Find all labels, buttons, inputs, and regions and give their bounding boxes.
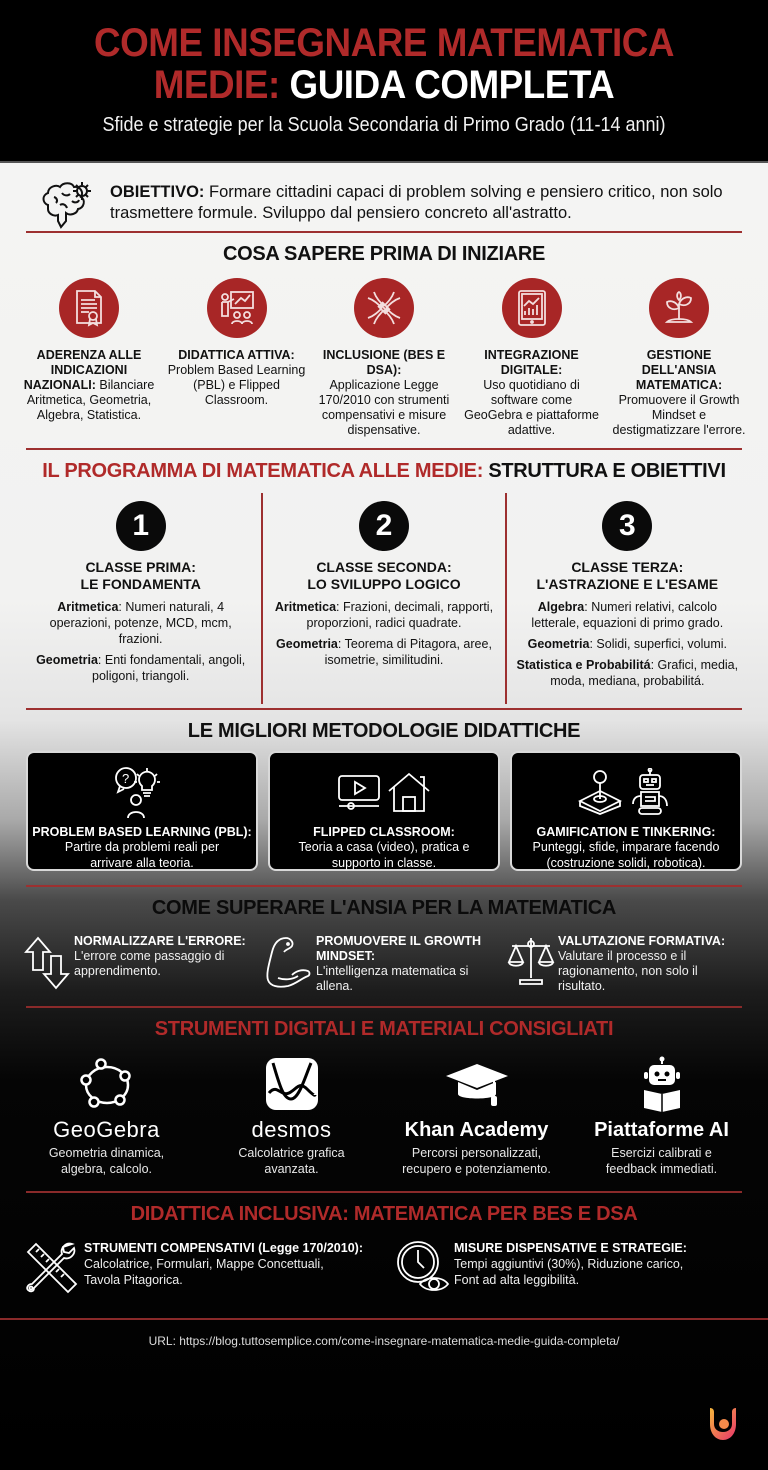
- prerequisite-item: DIDATTICA ATTIVA: Problem Based Learning (PBL) e Flipped Classroom.: [166, 278, 308, 438]
- desmos-logo-icon: [207, 1055, 377, 1113]
- robot-book-icon: [577, 1055, 747, 1113]
- class-title: CLASSE PRIMA: LE FONDAMENTA: [80, 559, 201, 592]
- tools-list: [0, 1049, 768, 1177]
- tool-item: Piattaforme AI Esercizi calibrati e feedback immediati.: [577, 1055, 747, 1177]
- method-card: GAMIFICATION E TINKERING: Punteggi, sfide, imparare facendo (costruzione solidi, robotica).: [510, 751, 742, 871]
- page-title: COME INSEGNARE MATEMATICA MEDIE: GUIDA COMPLETA: [93, 21, 675, 107]
- tablet-chart-icon: [502, 278, 562, 338]
- prerequisites-list: [0, 274, 768, 438]
- methods-cards: [0, 751, 768, 871]
- prerequisite-item: INTEGRAZIONE DIGITALE: Uso quotidiano di software come GeoGebra e piattaforme adattive.: [461, 278, 603, 438]
- class-number-badge: 3: [602, 501, 652, 551]
- prerequisite-item: GESTIONE DELL'ANSIA MATEMATICA: Promuovere il Growth Mindset e destigmatizzare l'errore.: [608, 278, 750, 438]
- prerequisite-item: ADERENZA ALLE INDICAZIONI NAZIONALI: Bilanciare Aritmetica, Geometria, Algebra, Statistica.: [18, 278, 160, 438]
- clock-eye-icon: [394, 1240, 454, 1296]
- anxiety-tips: [0, 928, 768, 994]
- tool-item: Khan Academy Percorsi personalizzati, recupero e potenziamento.: [392, 1055, 562, 1177]
- subtitle: Sfide e strategie per la Scuola Secondaria di Primo Grado (11-14 anni): [102, 114, 666, 136]
- header: [0, 0, 768, 163]
- objective: [0, 163, 768, 231]
- ruler-wrench-icon: [24, 1240, 84, 1296]
- inclusive-item: MISURE DISPENSATIVE E STRATEGIE: Tempi aggiuntivi (30%), Riduzione carico, Font ad alta leggibilità.: [394, 1240, 744, 1296]
- house-icon: [387, 771, 431, 813]
- sprout-icon: [649, 278, 709, 338]
- joined-hands-icon: [354, 278, 414, 338]
- objective-label: OBIETTIVO:: [110, 183, 205, 201]
- footer: [0, 1320, 768, 1348]
- inclusive-item: STRUMENTI COMPENSATIVI (Legge 170/2010): Calcolatrice, Formulari, Mappe Concettuali, Tavola Pitagorica.: [24, 1240, 374, 1296]
- inclusive-items: [0, 1234, 768, 1296]
- methods-title: LE MIGLIORI METODOLOGIE DIDATTICHE: [187, 720, 581, 742]
- source-url[interactable]: URL: https://blog.tuttosemplice.com/come-insegnare-matematica-medie-guida-completa/: [148, 1334, 620, 1348]
- certificate-document-icon: [59, 278, 119, 338]
- tuttosemplice-logo-icon: [706, 1406, 740, 1442]
- tool-item: desmos Calcolatrice grafica avanzata.: [207, 1055, 377, 1177]
- tools-title: STRUMENTI DIGITALI E MATERIALI CONSIGLIATI: [154, 1018, 614, 1040]
- prerequisites-title: COSA SAPERE PRIMA DI INIZIARE: [222, 243, 546, 265]
- robot-icon: [628, 768, 674, 816]
- up-down-arrows-icon: [22, 934, 74, 994]
- inclusive-title: DIDATTICA INCLUSIVA: MATEMATICA PER BES E DSA: [130, 1203, 638, 1225]
- class-column: 2 CLASSE SECONDA: LO SVILUPPO LOGICO Aritmetica: Frazioni, decimali, rapporti, proporzioni, radici quadrate. Geometria: Teorema di Pitagora, aree, isometrie, similitudini.: [261, 493, 504, 704]
- brain-gear-icon: [38, 177, 98, 229]
- program-grid: [20, 491, 748, 704]
- video-play-icon: [337, 772, 381, 812]
- class-title: CLASSE SECONDA: LO SVILUPPO LOGICO: [307, 559, 461, 592]
- geogebra-logo-icon: [22, 1055, 192, 1113]
- anxiety-tip: VALUTAZIONE FORMATIVA: Valutare il processo e il ragionamento, non solo il risultato.: [506, 934, 746, 994]
- method-card: ? PROBLEM BASED LEARNING (PBL): Partire da problemi reali per arrivare alla teoria.: [26, 751, 258, 871]
- flexed-bicep-icon: [264, 934, 316, 994]
- class-column: 3 CLASSE TERZA: L'ASTRAZIONE E L'ESAME Algebra: Numeri relativi, calcolo letterale, equazioni di primo grado. Geometria: Solidi, superfici, volumi. Statistica e Probabilitá: Grafici, media, moda, mediana, probabilitá.: [505, 493, 748, 704]
- anxiety-title: COME SUPERARE L'ANSIA PER LA MATEMATICA: [151, 897, 617, 919]
- anxiety-tip: PROMUOVERE IL GROWTH MINDSET: L'intelligenza matematica si allena.: [264, 934, 504, 994]
- class-column: 1 CLASSE PRIMA: LE FONDAMENTA Aritmetica: Numeri naturali, 4 operazioni, potenze, MCD, mcm, frazioni. Geometria: Enti fondamentali, angoli, poligoni, triangoli.: [20, 493, 261, 704]
- balance-scale-icon: [506, 934, 558, 994]
- question-lightbulb-person-icon: [28, 761, 256, 823]
- class-number-badge: 2: [359, 501, 409, 551]
- objective-text: Formare cittadini capaci di problem solving e pensiero critico, non solo trasmettere formule. Sviluppo dal pensiero concreto all'astratto.: [110, 183, 723, 222]
- anxiety-tip: NORMALIZZARE L'ERRORE: L'errore come passaggio di apprendimento.: [22, 934, 262, 994]
- teacher-presentation-icon: [207, 278, 267, 338]
- graduation-cap-icon: [392, 1055, 562, 1113]
- class-title: CLASSE TERZA: L'ASTRAZIONE E L'ESAME: [536, 559, 719, 592]
- tool-item: GeoGebra Geometria dinamica, algebra, calcolo.: [22, 1055, 192, 1177]
- program-title: IL PROGRAMMA DI MATEMATICA ALLE MEDIE: STRUTTURA E OBIETTIVI: [42, 460, 726, 482]
- joystick-icon: [578, 769, 622, 815]
- prerequisite-item: INCLUSIONE (BES E DSA): Applicazione Legge 170/2010 con strumenti compensativi e misure dispensative.: [313, 278, 455, 438]
- method-card: FLIPPED CLASSROOM: Teoria a casa (video), pratica e supporto in classe.: [268, 751, 500, 871]
- svg-text:?: ?: [122, 771, 130, 786]
- class-number-badge: 1: [116, 501, 166, 551]
